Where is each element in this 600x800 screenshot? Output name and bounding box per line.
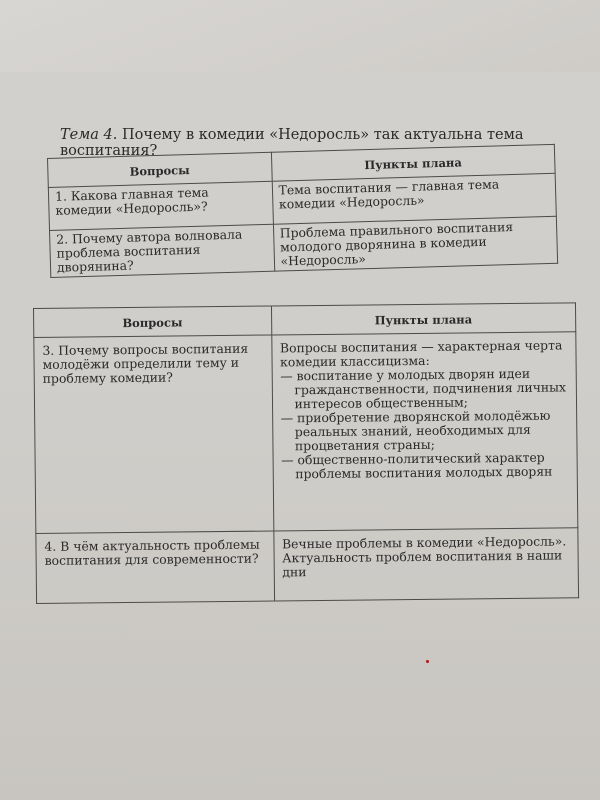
table-row — [36, 528, 579, 604]
answer-item: — приобретение дворянской молодёжью реальных знаний, необходимых для процветания страны; — [280, 407, 551, 454]
answer-item: — общественно-политический характер проблемы воспитания молодых дворян — [281, 449, 553, 482]
question-cell: 1. Какова главная тема комедии «Недоросль»? — [48, 181, 273, 230]
topic-label: Тема 4. — [60, 127, 118, 143]
answer-cell: Тема воспитания — главная тема комедии «Недоросль» — [272, 173, 556, 224]
answer-item: — воспитание у молодых дворян идеи гражданственности, подчинения личных интересов общественным; — [280, 365, 567, 412]
question-cell: 4. В чём актуальность проблемы воспитания для современности? — [36, 531, 274, 603]
topic-question: Почему в комедии «Недоросль» так актуальна тема воспитания? — [60, 127, 524, 159]
plan-table-2 — [33, 302, 579, 604]
header-questions: Вопросы — [34, 306, 272, 337]
question-cell: 2. Почему автора волновала проблема воспитания дворянина? — [50, 224, 275, 277]
answer-cell — [271, 332, 577, 531]
plan-table-1 — [47, 144, 558, 278]
answer-cell: Проблема правильного воспитания молодого дворянина в комедии «Недоросль» — [273, 216, 558, 271]
header-plan: Пункты плана — [271, 303, 576, 335]
question-cell: 3. Почему вопросы воспитания молодёжи определили тему и проблему комедии? — [34, 335, 274, 533]
red-ink-dot — [426, 660, 429, 663]
table-row — [34, 332, 578, 534]
header-plan: Пункты плана — [271, 144, 555, 181]
answer-line: Актуальность проблем воспитания в наши дни — [282, 547, 563, 580]
header-questions: Вопросы — [48, 152, 272, 187]
answer-intro: Вопросы воспитания — характерная черта комедии классицизма: — [279, 337, 563, 370]
answer-cell — [273, 528, 578, 601]
answer-line: Вечные проблемы в комедии «Недоросль». — [281, 533, 567, 552]
